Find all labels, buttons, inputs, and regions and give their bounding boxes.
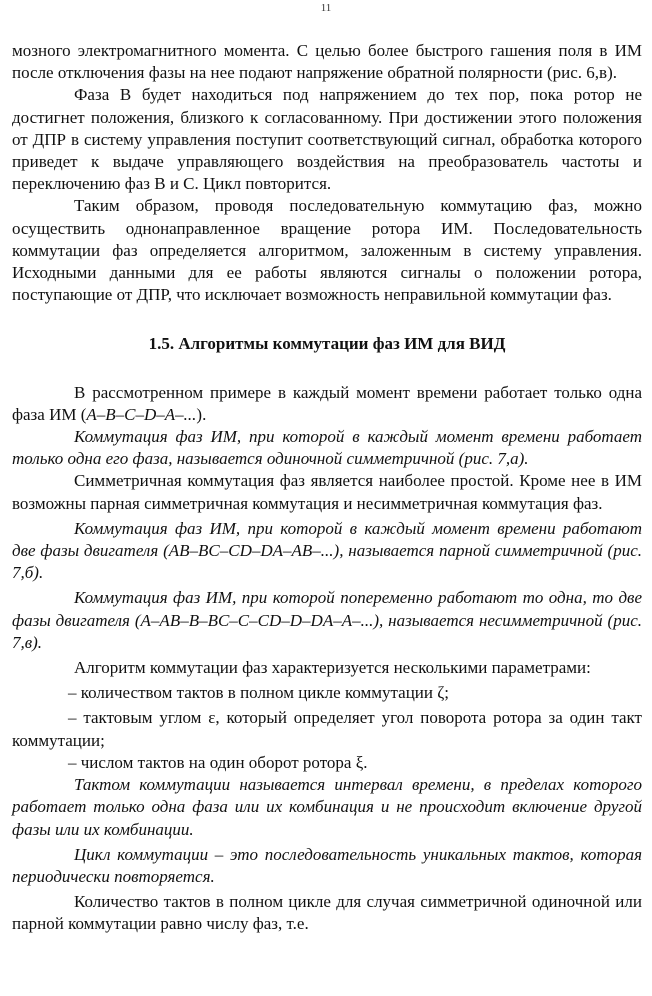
page-number: 11: [320, 2, 332, 14]
paragraph-phase-b: Фаза В будет находиться под напряжением до тех пор, пока ротор не достигнет положения, близкого к согласованному. При достижении этого положения от ДПР в систему управления поступит соответствующий сигнал, обработка которого приведет к выдаче управляющего воздействия на преобразователь частоты и переключению фаз В и С. Цикл повторится.: [12, 85, 642, 194]
paragraph-parameters: Алгоритм коммутации фаз характеризуется несколькими параметрами:: [74, 658, 591, 678]
example-text: В рассмотренном примере в каждый момент времени работает только одна фаза ИМ (: [12, 382, 642, 424]
definition-pair-symmetric: Коммутация фаз ИМ, при которой в каждый момент времени работают две фазы двигателя (AB–BC–CD–DA–AB–...), называется парной симметричной (рис. 7,б).: [12, 518, 642, 583]
example-tail: ).: [196, 404, 207, 424]
list-item: – тактовым углом ε, который определяет угол поворота ротора за один такт коммутации;: [12, 708, 642, 750]
list-item: – количеством тактов в полном цикле коммутации ζ;: [68, 683, 450, 703]
example-sequence: A–B–C–D–A–...: [86, 404, 197, 424]
paragraph-continued: мозного электромагнитного момента. С целью более быстрого гашения поля в ИМ после отключения фазы на нее подают напряжение обратной полярности (рис. 6,в).: [12, 41, 642, 83]
definition-cycle: Цикл коммутации – это последовательность уникальных тактов, которая периодически повторяется.: [12, 844, 642, 886]
page-body: [12, 40, 642, 936]
paragraph-last: Количество тактов в полном цикле для случая симметричной одиночной или парной коммутации равно числу фаз, т.е.: [12, 892, 642, 934]
definition-tact: Тактом коммутации называется интервал времени, в пределах которого работает только одна фаза или их комбинация и не происходит включение другой фазы или их комбинации.: [12, 775, 642, 839]
paragraph-sequential-commutation: Таким образом, проводя последовательную коммутацию фаз, можно осуществить однонаправленное вращение ротора ИМ. Последовательность коммутации фаз определяется алгоритмом, заложенным в систему управления. Исходными данными для ее работы являются сигналы о положении ротора, поступающие от ДПР, что исключает возможность неправильной коммутации фаз.: [12, 196, 642, 305]
definition-asymmetric: Коммутация фаз ИМ, при которой попеременно работают то одна, то две фазы двигателя (A–AB–B–BC–C–CD–D–DA–A–...), называется несимметричной (рис. 7,в).: [12, 588, 642, 652]
definition-single-symmetric: Коммутация фаз ИМ, при которой в каждый момент времени работает только одна его фаза, называется одиночной симметричной (рис. 7,а).: [12, 427, 642, 469]
paragraph-symmetric: Симметричная коммутация фаз является наиболее простой. Кроме нее в ИМ возможны парная симметричная коммутация и несимметричная коммутация фаз.: [12, 471, 642, 513]
section-heading: 1.5. Алгоритмы коммутации фаз ИМ для ВИД: [148, 334, 506, 354]
list-item: – числом тактов на один оборот ротора ξ.: [68, 752, 368, 772]
paragraph-example: [12, 382, 642, 426]
